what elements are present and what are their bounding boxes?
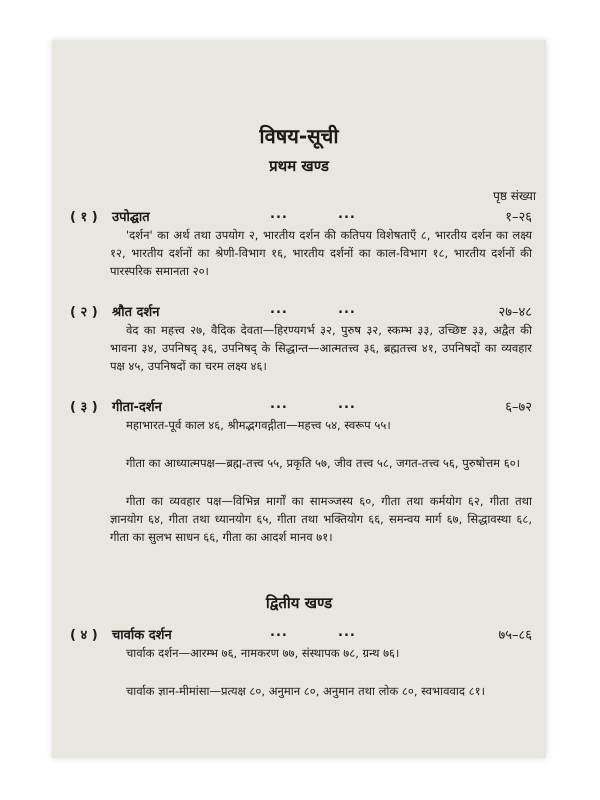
entry-title: गीता-दर्शन — [112, 400, 162, 415]
leader-dots: ... — [338, 625, 356, 640]
page-range: १–२६ — [505, 210, 532, 225]
page-number-header: पृष्ठ संख्या — [493, 189, 536, 203]
leader-dots: ... — [270, 625, 288, 640]
leader-dots: ... — [338, 207, 356, 222]
toc-entry-3 — [70, 397, 532, 415]
leader-dots: ... — [338, 397, 356, 412]
section-heading-part1: प्रथम खण्ड — [269, 157, 329, 175]
entry-title: उपोद्घात — [112, 210, 150, 225]
page-range: २७–४८ — [498, 305, 532, 320]
entry-description: चार्वाक दर्शन—आरम्भ ७६, नामकरण ७७, संस्थापक ७८, ग्रन्थ ७६। — [126, 646, 400, 660]
leader-dots: ... — [338, 302, 356, 317]
entry-description: महाभारत-पूर्व काल ४६, श्रीमद्भगवद्गीता—महत्त्व ५४, स्वरूप ५५। — [126, 418, 391, 432]
entry-number: ( २ ) — [70, 305, 98, 320]
leader-dots: ... — [270, 207, 288, 222]
section-heading-part2: द्वितीय खण्ड — [265, 594, 333, 612]
entry-title: चार्वाक दर्शन — [112, 628, 172, 643]
page-range: ६–७२ — [505, 400, 532, 415]
toc-entry-1 — [70, 207, 532, 225]
entry-number: ( १ ) — [70, 210, 98, 225]
page-title: विषय-सूची — [259, 124, 339, 148]
entry-description: गीता का व्यवहार पक्ष—विभिन्न मार्गों का सामञ्जस्य ६०, गीता तथा कर्मयोग ६२, गीता तथा ज्ञानयोग ६४, गीता तथा ध्यानयोग ६५, गीता तथा भक्तियोग ६६, समन्वय मार्ग ६७, सिद्धावस्था ६८, गीता का सुलभ साधन ६६, गीता का आदर्श मानव ७१। — [110, 494, 532, 544]
entry-description: गीता का आध्यात्मपक्ष—ब्रह्म-तत्त्व ५५, प्रकृति ५७, जीव तत्त्व ५८, जगत-तत्त्व ५६, पुरुषोत्तम ६०। — [126, 456, 521, 470]
entry-number: ( ३ ) — [70, 400, 98, 415]
page-range: ७५–८६ — [498, 628, 532, 643]
entry-description: 'दर्शन' का अर्थ तथा उपयोग २, भारतीय दर्शन की कतिपय विशेषताएँ ८, भारतीय दर्शन का लक्ष्य १२, भारतीय दर्शनों का श्रेणी-विभाग १६, भारतीय दर्शनों का काल-विभाग १८, भारतीय दर्शनों की पारस्परिक समानता २०। — [110, 228, 532, 278]
toc-entry-2 — [70, 302, 532, 320]
entry-number: ( ४ ) — [70, 628, 98, 643]
toc-entry-4 — [70, 625, 532, 643]
book-page — [52, 40, 546, 758]
leader-dots: ... — [270, 302, 288, 317]
entry-description: वेद का महत्त्व २७, वैदिक देवता—हिरण्यगर्भ ३२, पुरुष ३२, स्कम्भ ३३, उच्छिष्ट ३३, अद्वैत की भावना ३४, उपनिषद् ३६, उपनिषद् के सिद्धान्त—आत्मतत्त्व ३६, ब्रह्मतत्त्व ४१, उपनिषदों का व्यवहार पक्ष ४५, उपनिषदों का चरम लक्ष्य ४६। — [110, 323, 532, 373]
leader-dots: ... — [270, 397, 288, 412]
entry-description: चार्वाक ज्ञान-मीमांसा—प्रत्यक्ष ८०, अनुमान ८०, अनुमान तथा लोक ८०, स्वभाववाद ८१। — [126, 684, 485, 698]
entry-title: श्रौत दर्शन — [112, 305, 160, 320]
